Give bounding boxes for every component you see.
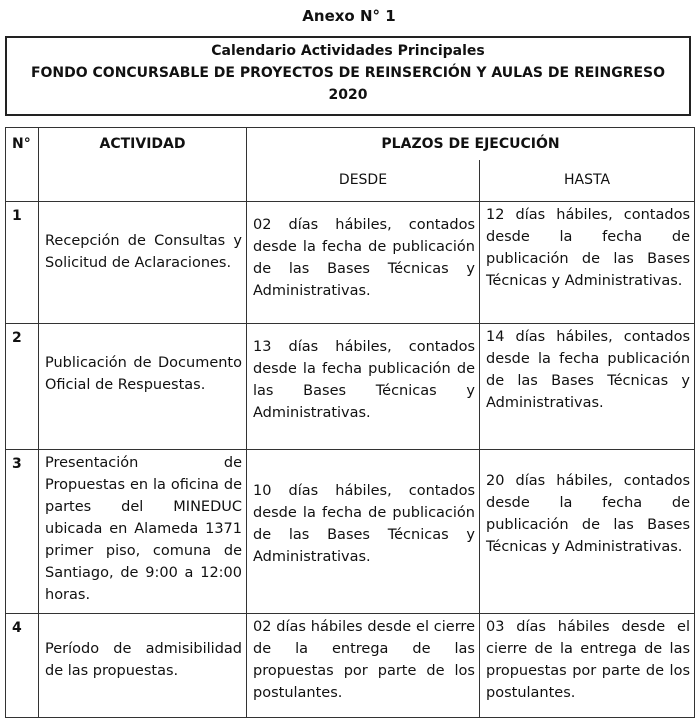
table-row — [6, 202, 695, 324]
header-activity: ACTIVIDAD — [39, 128, 247, 202]
row-to: 14 días hábiles, contados desde la fecha publicación de las Bases Técnicas y Administrativas. — [480, 324, 695, 450]
row-activity: Recepción de Consultas y Solicitud de Aclaraciones. — [39, 202, 247, 324]
row-to: 12 días hábiles, contados desde la fecha de publicación de las Bases Técnicas y Administrativas. — [480, 202, 695, 324]
row-number: 1 — [6, 202, 39, 324]
table-row — [6, 324, 695, 450]
row-number: 2 — [6, 324, 39, 450]
header-deadlines: PLAZOS DE EJECUCIÓN — [247, 128, 695, 161]
row-from: 02 días hábiles desde el cierre de la entrega de las propuestas por parte de los postulantes. — [247, 614, 480, 718]
row-activity: Publicación de Documento Oficial de Respuestas. — [39, 324, 247, 450]
annex-title: Anexo N° 1 — [302, 7, 396, 25]
heading-line-2: FONDO CONCURSABLE DE PROYECTOS DE REINSERCIÓN Y AULAS DE REINGRESO — [30, 65, 666, 81]
table-header-row — [6, 128, 695, 161]
row-from: 10 días hábiles, contados desde la fecha de publicación de las Bases Técnicas y Administrativas. — [247, 450, 480, 614]
row-number: 3 — [6, 450, 39, 614]
row-activity: Presentación de Propuestas en la oficina de partes del MINEDUC ubicada en Alameda 1371 primer piso, comuna de Santiago, de 9:00 a 12:00 horas. — [39, 450, 247, 614]
activities-calendar-table — [5, 127, 695, 718]
row-number: 4 — [6, 614, 39, 718]
row-from: 02 días hábiles, contados desde la fecha de publicación de las Bases Técnicas y Administrativas. — [247, 202, 480, 324]
row-to: 03 días hábiles desde el cierre de la entrega de las propuestas por parte de los postulantes. — [480, 614, 695, 718]
table-row — [6, 614, 695, 718]
heading-line-3: 2020 — [328, 87, 368, 103]
table-row — [6, 450, 695, 614]
row-from: 13 días hábiles, contados desde la fecha publicación de las Bases Técnicas y Administrativas. — [247, 324, 480, 450]
row-to: 20 días hábiles, contados desde la fecha de publicación de las Bases Técnicas y Administrativas. — [480, 450, 695, 614]
header-no: N° — [6, 128, 39, 202]
header-to: HASTA — [480, 160, 695, 202]
calendar-heading-box — [5, 36, 691, 116]
header-from: DESDE — [247, 160, 480, 202]
heading-line-1: Calendario Actividades Principales — [211, 43, 485, 59]
row-activity: Período de admisibilidad de las propuestas. — [39, 614, 247, 718]
